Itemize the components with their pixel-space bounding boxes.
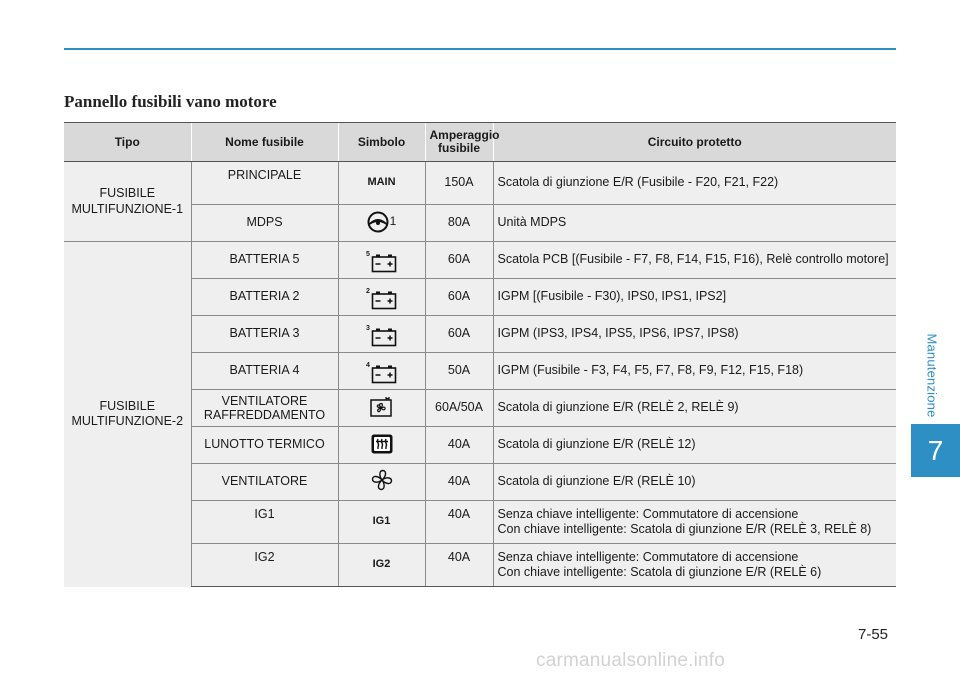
fuse-name: VENTILATORE RAFFREDDAMENTO: [191, 390, 338, 427]
page-number: 7-55: [858, 626, 889, 643]
header-fuse-name: Nome fusibile: [191, 123, 338, 162]
symbol-cell: [338, 501, 425, 544]
steering-wheel-icon: [367, 211, 389, 233]
ampere: 80A: [425, 205, 493, 242]
circuit: Unità MDPS: [493, 205, 896, 242]
symbol-cell: [338, 162, 425, 205]
ampere: 150A: [425, 162, 493, 205]
fuse-table: [64, 122, 896, 587]
symbol-cell: [338, 427, 425, 464]
circuit: Scatola di giunzione E/R (RELÈ 10): [493, 464, 896, 501]
symbol-cell: [338, 242, 425, 279]
fuse-name: BATTERIA 5: [191, 242, 338, 279]
header-circuit: Circuito protetto: [493, 123, 896, 162]
battery-icon: [371, 327, 397, 347]
ampere: 50A: [425, 353, 493, 390]
table-row: [64, 162, 896, 205]
battery-icon: [371, 290, 397, 310]
battery-icon: [371, 364, 397, 384]
ampere: 40A: [425, 501, 493, 544]
blower-fan-icon: [369, 467, 395, 493]
fuse-name: MDPS: [191, 205, 338, 242]
fuse-name: VENTILATORE: [191, 464, 338, 501]
table-row: [64, 242, 896, 279]
battery-icon: [371, 253, 397, 273]
symbol-cell: [338, 279, 425, 316]
symbol-cell: [338, 205, 425, 242]
watermark: carmanualsonline.info: [536, 650, 726, 671]
ampere: 40A: [425, 464, 493, 501]
header-symbol: Simbolo: [338, 123, 425, 162]
circuit: Scatola di giunzione E/R (Fusibile - F20, F21, F22): [493, 162, 896, 205]
fuse-name: BATTERIA 2: [191, 279, 338, 316]
type-cell-multifunction-1: FUSIBILE MULTIFUNZIONE-1: [64, 162, 191, 242]
circuit: IGPM [(Fusibile - F30), IPS0, IPS1, IPS2]: [493, 279, 896, 316]
ampere: 60A/50A: [425, 390, 493, 427]
top-rule: [64, 48, 896, 50]
circuit: Scatola PCB [(Fusibile - F7, F8, F14, F15, F16), Relè controllo motore]: [493, 242, 896, 279]
fuse-name: BATTERIA 3: [191, 316, 338, 353]
symbol-cell: [338, 316, 425, 353]
circuit: IGPM (IPS3, IPS4, IPS5, IPS6, IPS7, IPS8): [493, 316, 896, 353]
circuit: Scatola di giunzione E/R (RELÈ 2, RELÈ 9): [493, 390, 896, 427]
type-cell-multifunction-2: FUSIBILE MULTIFUNZIONE-2: [64, 242, 191, 587]
battery-index: 5: [366, 250, 370, 258]
fuse-name: BATTERIA 4: [191, 353, 338, 390]
rear-defroster-icon: [370, 433, 394, 455]
symbol-cell: [338, 390, 425, 427]
section-title: Pannello fusibili vano motore: [64, 92, 277, 111]
ig1-symbol: IG1: [372, 515, 391, 528]
ampere: 40A: [425, 544, 493, 587]
mdps-symbol-number: 1: [389, 214, 397, 229]
battery-index: 4: [366, 361, 370, 369]
chapter-number-tab: 7: [911, 424, 960, 477]
ampere: 60A: [425, 316, 493, 353]
symbol-cell: [338, 353, 425, 390]
table-header-row: [64, 123, 896, 162]
ampere: 60A: [425, 242, 493, 279]
ig2-symbol: IG2: [372, 558, 391, 571]
symbol-cell: [338, 544, 425, 587]
fuse-name: IG2: [191, 544, 338, 587]
cooling-fan-icon: [369, 396, 395, 418]
circuit: Senza chiave intelligente: Commutatore di accensione Con chiave intelligente: Scatola di giunzione E/R (RELÈ 3, RELÈ 8): [493, 501, 896, 544]
header-type: Tipo: [64, 123, 191, 162]
symbol-cell: [338, 464, 425, 501]
circuit: Senza chiave intelligente: Commutatore di accensione Con chiave intelligente: Scatola di giunzione E/R (RELÈ 6): [493, 544, 896, 587]
ampere: 40A: [425, 427, 493, 464]
battery-index: 3: [366, 324, 370, 332]
chapter-side-label: Manutenzione: [924, 332, 940, 418]
ampere: 60A: [425, 279, 493, 316]
fuse-name: PRINCIPALE: [191, 162, 338, 205]
fuse-name: LUNOTTO TERMICO: [191, 427, 338, 464]
fuse-name: IG1: [191, 501, 338, 544]
battery-index: 2: [366, 287, 370, 295]
circuit: IGPM (Fusibile - F3, F4, F5, F7, F8, F9, F12, F15, F18): [493, 353, 896, 390]
circuit: Scatola di giunzione E/R (RELÈ 12): [493, 427, 896, 464]
header-ampere: Amperaggio fusibile: [425, 123, 493, 162]
main-symbol: MAIN: [367, 176, 396, 189]
